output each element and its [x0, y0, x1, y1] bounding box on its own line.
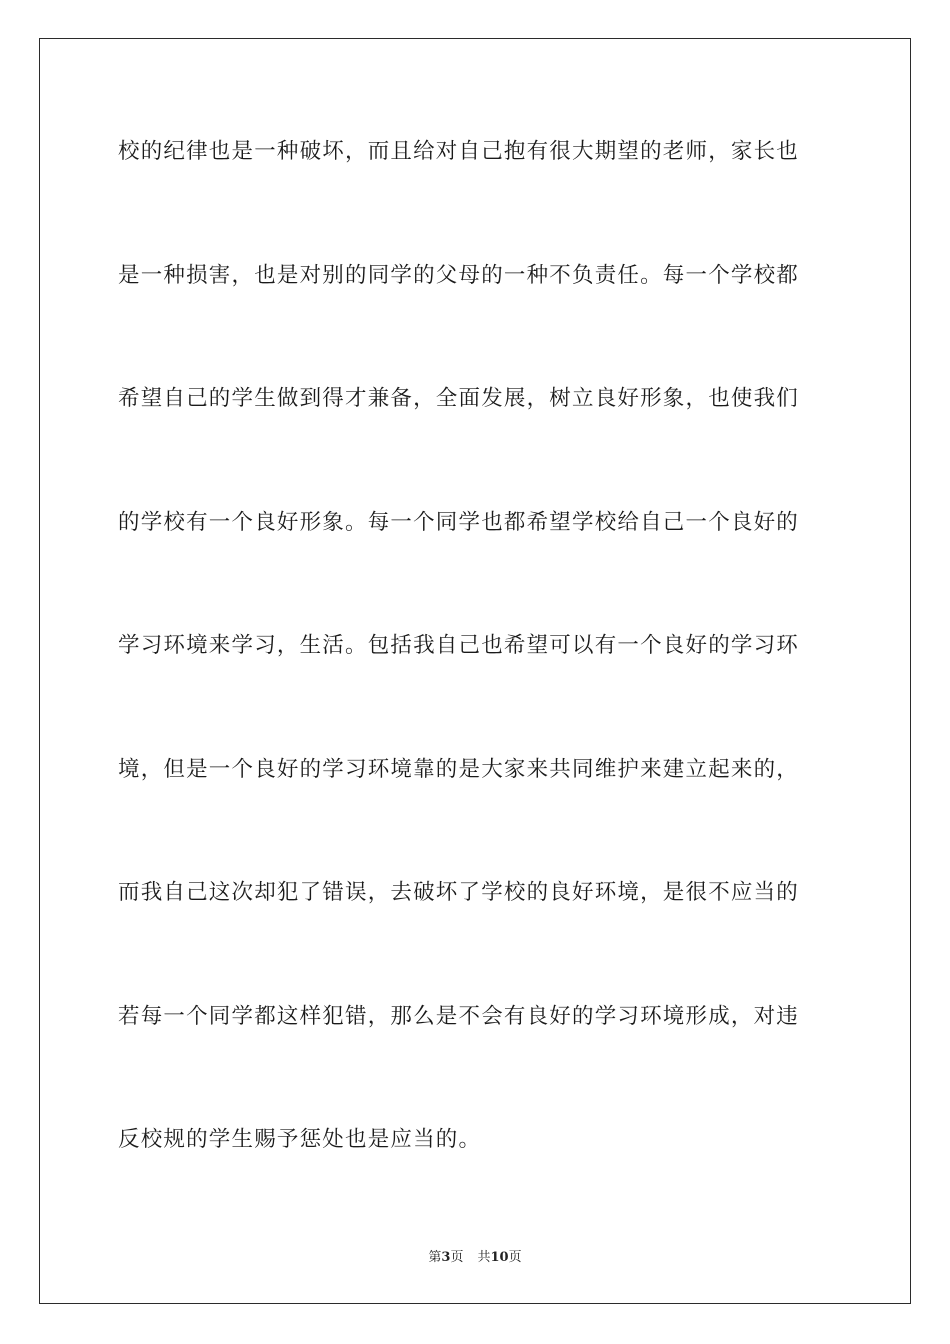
page-label [428, 1250, 463, 1265]
page-number: 3 [441, 1250, 451, 1265]
total-pages-label [477, 1250, 521, 1265]
text-line: 校的纪律也是一种破坏，而且给对自己抱有很大期望的老师，家长也 [118, 139, 800, 164]
text-line: 而我自己这次却犯了错误，去破坏了学校的良好环境，是很不应当的 [118, 880, 800, 905]
text-line: 希望自己的学生做到得才兼备，全面发展，树立良好形象，也使我们 [118, 386, 800, 411]
text-line: 若每一个同学都这样犯错，那么是不会有良好的学习环境形成，对违 [118, 1003, 800, 1029]
text-line: 境，但是一个良好的学习环境靠的是大家来共同维护来建立起来的， [118, 756, 800, 782]
total-prefix: 共 [477, 1250, 491, 1265]
document-body [118, 130, 838, 1242]
total-pages: 10 [490, 1250, 509, 1265]
text-line: 的学校有一个良好形象。每一个同学也都希望学校给自己一个良好的 [118, 509, 800, 535]
total-suffix: 页 [508, 1250, 522, 1265]
page-footer [0, 1249, 950, 1267]
text-line: 学习环境来学习，生活。包括我自己也希望可以有一个良好的学习环 [118, 633, 800, 658]
text-line: 是一种损害，也是对别的同学的父母的一种不负责任。每一个学校都 [118, 262, 800, 288]
text-line: 反校规的学生赐予惩处也是应当的。 [118, 1127, 482, 1152]
page-suffix: 页 [450, 1250, 464, 1265]
page-prefix: 第 [428, 1250, 442, 1265]
